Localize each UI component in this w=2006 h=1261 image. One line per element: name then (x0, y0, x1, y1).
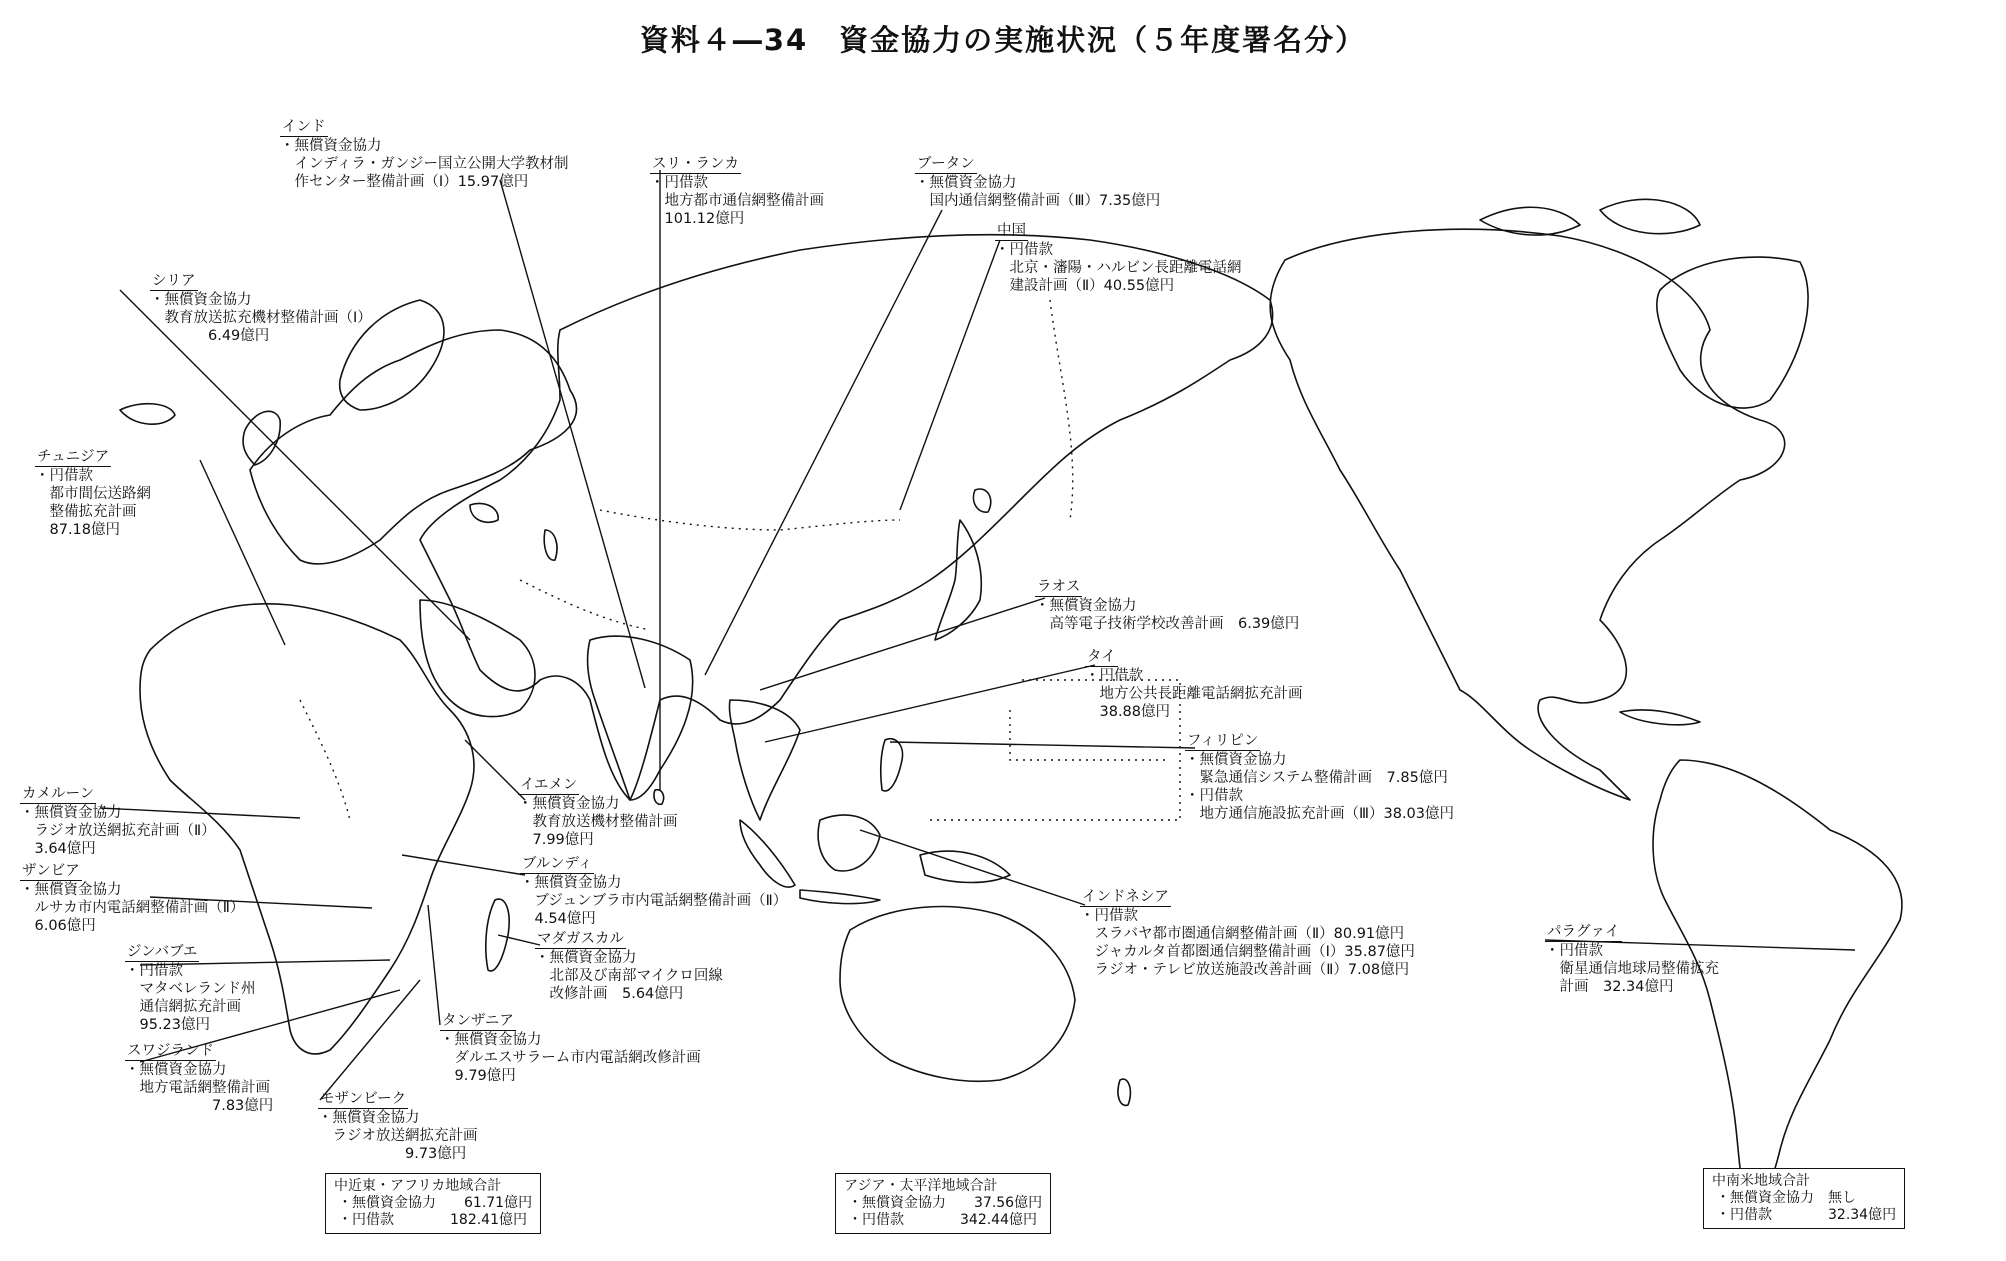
country-name: イエメン (520, 777, 578, 793)
europe (250, 330, 576, 564)
leader-thailand (765, 665, 1095, 742)
north-america (1270, 229, 1785, 800)
country-name: ラオス (1037, 579, 1081, 595)
country-name: カメルーン (22, 786, 95, 802)
label-mozambique: モザンビーク ・無償資金協力 ラジオ放送網拡充計画 9.73億円 (318, 1091, 478, 1162)
leader-laos (760, 598, 1045, 690)
label-laos: ラオス ・無償資金協力 高等電子技術学校改善計画 6.39億円 (1035, 579, 1300, 632)
label-burundi: ブルンディ ・無償資金協力 ブジュンブラ市内電話網整備計画（Ⅱ） 4.54億円 (520, 856, 788, 927)
label-china: 中国 ・円借款 北京・瀋陽・ハルビン長距離電話網 建設計画（Ⅱ）40.55億円 (995, 223, 1242, 294)
label-cameroon: カメルーン ・無償資金協力 ラジオ放送網拡充計画（Ⅱ） 3.64億円 (20, 786, 216, 857)
page-title: 資料４―34 資金協力の実施状況（５年度署名分） (639, 23, 1367, 57)
label-indonesia: インドネシア ・円借款 スラバヤ都市圏通信網整備計画（Ⅱ）80.91億円 ジャカルタ首都圏通信網整備計画（Ⅰ）35.87億円 ラジオ・テレビ放送施設改善計画（Ⅱ）7.08億円 (1080, 889, 1415, 978)
country-name: スワジランド (127, 1043, 214, 1059)
label-zambia: ザンビア ・無償資金協力 ルサカ市内電話網整備計画（Ⅱ） 6.06億円 (20, 863, 245, 934)
country-name: ザンビア (22, 863, 80, 879)
borneo (818, 815, 880, 871)
label-paraguay: パラグァイ ・円借款 衛星通信地球局整備拡充 計画 32.34億円 (1545, 924, 1719, 995)
country-name: フィリピン (1187, 733, 1259, 749)
label-philippines: フィリピン ・無償資金協力 緊急通信システム整備計画 7.85億円 ・円借款 地方通信施設拡充計画（Ⅲ）38.03億円 (1185, 733, 1455, 822)
country-name: インド (282, 119, 326, 135)
leader-burundi (402, 855, 525, 875)
leader-indonesia (860, 830, 1085, 905)
label-srilanka: スリ・ランカ ・円借款 地方都市通信網整備計画 101.12億円 (650, 156, 824, 227)
greenland (1657, 257, 1808, 408)
leader-tanzania (428, 905, 440, 1025)
label-bhutan: ブータン ・無償資金協力 国内通信網整備計画（Ⅲ）7.35億円 (915, 156, 1161, 209)
madagascar (486, 899, 509, 971)
country-name: ブータン (917, 156, 975, 172)
total-box-africa: 中近東・アフリカ地域合計 ・無償資金協力 61.71億円 ・円借款 182.41億円 (325, 1173, 541, 1234)
total-title: 中近東・アフリカ地域合計 (334, 1178, 502, 1194)
new-guinea (920, 851, 1010, 882)
java (800, 890, 880, 904)
country-name: 中国 (997, 223, 1026, 239)
label-swaziland: スワジランド ・無償資金協力 地方電話網整備計画 7.83億円 (125, 1043, 274, 1114)
label-india: インド ・無償資金協力 インディラ・ガンジー国立公開大学教材制 作センター整備計画（Ⅰ）15.97億円 (280, 119, 569, 190)
label-thailand: タイ ・円借款 地方公共長距離電話網拡充計画 38.88億円 (1085, 649, 1303, 720)
label-yemen: イエメン ・無償資金協力 教育放送機材整備計画 7.99億円 (518, 777, 678, 848)
country-name: シリア (152, 273, 196, 289)
country-name: スリ・ランカ (652, 156, 739, 172)
japan (935, 520, 981, 640)
leader-madagascar (498, 935, 540, 945)
leader-philippines (890, 742, 1195, 748)
label-tanzania: タンザニア ・無償資金協力 ダルエスサラーム市内電話網改修計画 9.79億円 (440, 1013, 701, 1084)
label-tunisia: チュニジア ・円借款 都市間伝送路網 整備拡充計画 87.18億円 (35, 449, 151, 538)
label-madagascar: マダガスカル ・無償資金協力 北部及び南部マイクロ回線 改修計画 5.64億円 (535, 931, 723, 1002)
label-syria: シリア ・無償資金協力 教育放送拡充機材整備計画（Ⅰ） 6.49億円 (150, 273, 372, 344)
country-name: ブルンディ (522, 856, 593, 872)
country-name: マダガスカル (537, 931, 624, 947)
country-name: ジンバブエ (127, 944, 198, 960)
arabia (420, 600, 535, 717)
country-name: タイ (1087, 649, 1116, 665)
country-name: パラグァイ (1547, 924, 1620, 940)
leader-tunisia (200, 460, 285, 645)
label-zimbabwe: ジンバブエ ・円借款 マタベレランド州 通信網拡充計画 95.23億円 (125, 944, 256, 1033)
country-name: チュニジア (37, 449, 110, 465)
total-title: アジア・太平洋地域合計 (844, 1178, 998, 1194)
philippines (881, 739, 903, 791)
leader-bhutan (705, 210, 942, 675)
total-box-asia: アジア・太平洋地域合計 ・無償資金協力 37.56億円 ・円借款 342.44億円 (835, 1173, 1051, 1234)
leader-india (500, 180, 645, 688)
country-name: モザンビーク (320, 1091, 407, 1107)
indochina (729, 700, 800, 820)
leader-china (900, 240, 1000, 510)
country-name: インドネシア (1082, 889, 1169, 905)
australia (840, 907, 1075, 1082)
total-box-latin-america: 中南米地域合計 ・無償資金協力 無し ・円借款 32.34億円 (1703, 1168, 1905, 1229)
country-name: タンザニア (442, 1013, 514, 1029)
total-title: 中南米地域合計 (1712, 1173, 1810, 1189)
